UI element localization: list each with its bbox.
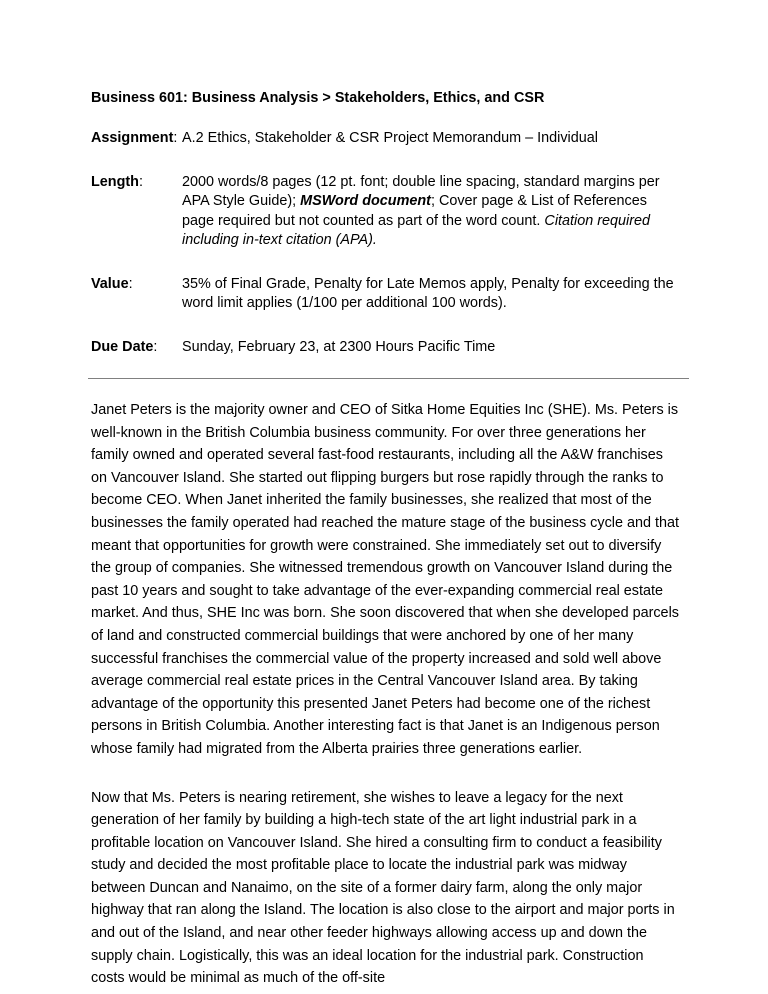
length-label-cell: Length: xyxy=(91,173,143,190)
due-date-row xyxy=(91,338,680,358)
length-value-doc-format: MSWord document xyxy=(300,193,431,209)
length-value-part1: 2000 words/8 pages (12 pt. font; double line spacing, standard margins per APA Style Guide); xyxy=(182,173,660,209)
value-value: 35% of Final Grade, Penalty for Late Memos apply, Penalty for exceeding the word limit applies (1/100 per additional 100 words). xyxy=(182,275,674,311)
assignment-row xyxy=(91,129,680,149)
due-date-label: Due Date xyxy=(91,338,154,355)
due-date-label-cell: Due Date: xyxy=(91,338,158,355)
value-label-cell: Value: xyxy=(91,275,133,292)
value-label: Value xyxy=(91,275,129,292)
value-row xyxy=(91,275,680,314)
due-date-value: Sunday, February 23, at 2300 Hours Pacific Time xyxy=(182,338,496,355)
assignment-value: A.2 Ethics, Stakeholder & CSR Project Memorandum – Individual xyxy=(182,130,598,146)
assignment-label-cell: Assignment: xyxy=(91,130,178,146)
length-row xyxy=(91,173,680,251)
length-value xyxy=(182,173,680,251)
memo-body xyxy=(91,399,680,990)
assignment-details xyxy=(91,129,680,357)
length-value-part2: ; Cover page & List of References page required but not counted as part of the word count. xyxy=(182,193,647,229)
body-paragraph-1: Janet Peters is the majority owner and CEO of Sitka Home Equities Inc (SHE). Ms. Peters is well-known in the British Columbia business community. For over three generations her family owned and operated several fast-food restaurants, including all the A&W franchises on Vancouver Island. She started out flipping burgers but rose rapidly through the ranks to become CEO. When Janet inherited the family businesses, she realized that most of the businesses the family operated had reached the mature stage of the business cycle and that meant that opportunities for growth were constrained. She immediately set out to diversify the group of companies. She witnessed tremendous growth on Vancouver Island during the past 10 years and sought to take advantage of the ever-expanding commercial real estate market. And thus, SHE Inc was born. She soon discovered that when she developed parcels of land and constructed commercial buildings that were anchored by one of her many successful franchises the commercial value of the property increased and sold well above average commercial real estate prices in the Central Vancouver Island area. By taking advantage of the opportunity this presented Janet Peters had become one of the richest persons in British Columbia. Another interesting fact is that Janet is an Indigenous person whose family had migrated from the Alberta prairies three generations earlier. xyxy=(91,402,679,757)
assignment-label: Assignment xyxy=(91,130,174,146)
length-label: Length xyxy=(91,173,139,190)
course-title: Business 601: Business Analysis > Stakeholders, Ethics, and CSR xyxy=(91,90,545,106)
horizontal-divider xyxy=(88,378,689,379)
body-paragraph-2: Now that Ms. Peters is nearing retirement, she wishes to leave a legacy for the next generation of her family by building a high-tech state of the art light industrial park in a profitable location on Vancouver Island. She hired a consulting firm to conduct a feasibility study and decided the most profitable place to locate the industrial park was midway between Duncan and Nanaimo, on the site of a former dairy farm, along the only major highway that ran along the Island. The location is also close to the airport and major ports in and out of the Island, and near other feeder highways allowing access up and down the supply chain. Logistically, this was an ideal location for the industrial park. Construction costs would be minimal as much of the off-site xyxy=(91,789,675,987)
length-value-citation: Citation required including in-text citation (APA). xyxy=(182,212,651,248)
